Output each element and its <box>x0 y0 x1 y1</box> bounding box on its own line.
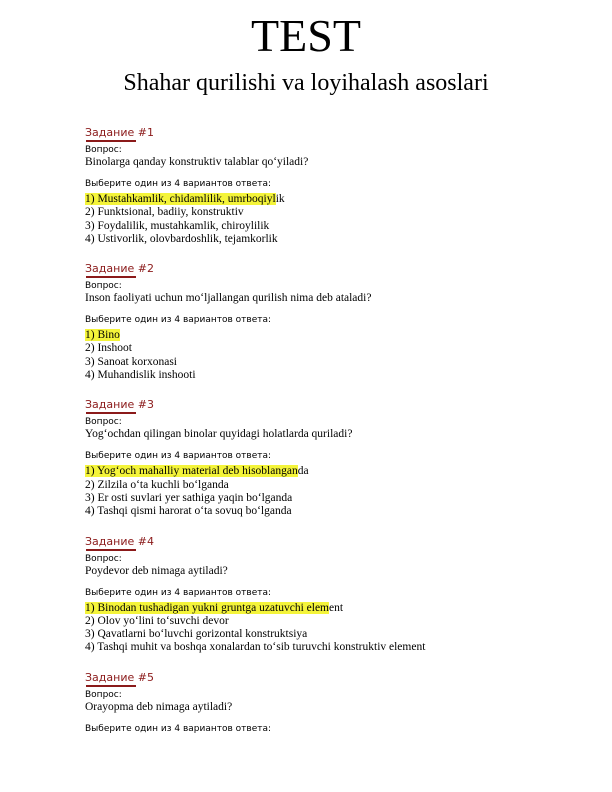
answer-option[interactable] <box>85 602 585 615</box>
task-heading-text: Задание #2 <box>85 262 154 276</box>
answer-option[interactable] <box>85 628 585 641</box>
question-text: Poydevor deb nimaga aytiladi? <box>85 564 228 577</box>
answer-highlight: 1) Mustahkamlik, chidamlilik, umrboqiyl <box>85 193 276 205</box>
task-heading <box>85 534 154 549</box>
answer-text: 4) Tashqi qismi harorat o‘ta sovuq bo‘lganda <box>85 505 292 518</box>
task-heading-text: Задание #1 <box>85 126 154 139</box>
choose-label: Выберите один из 4 вариантов ответа: <box>85 451 272 462</box>
answer-option[interactable] <box>85 641 585 654</box>
answer-highlight: 1) Binodan tushadigan yukni gruntga uzatuvchi elem <box>85 601 329 614</box>
answer-options <box>85 329 585 382</box>
question-text: Binolarga qanday konstruktiv talablar qo‘yiladi? <box>85 156 309 168</box>
answer-options <box>85 193 585 246</box>
answer-text: 3) Foydalilik, mustahkamlik, chiroylilik <box>85 219 270 232</box>
task-heading <box>85 397 154 412</box>
answer-option[interactable] <box>85 356 585 369</box>
answer-text: 2) Olov yo‘lini to‘suvchi devor <box>85 614 229 627</box>
answer-text: da <box>297 465 309 478</box>
task-heading-underline <box>86 685 136 687</box>
task-1 <box>85 123 585 246</box>
answer-option[interactable] <box>85 206 585 219</box>
answer-options <box>85 602 585 655</box>
answer-option[interactable] <box>85 479 585 492</box>
question-text: Inson faoliyati uchun mo‘ljallangan qurilish nima deb ataladi? <box>85 292 372 305</box>
task-heading-text: Задание #5 <box>85 670 154 684</box>
choose-label: Выберите один из 4 вариантов ответа: <box>85 587 272 598</box>
answer-text: 4) Ustivorlik, olovbardoshlik, tejamkorlik <box>85 232 278 245</box>
answer-option[interactable] <box>85 465 585 478</box>
task-5 <box>85 668 585 735</box>
answer-text: 2) Funktsional, badiiy, konstruktiv <box>85 206 244 219</box>
answer-option[interactable] <box>85 220 585 233</box>
answer-option[interactable] <box>85 329 585 342</box>
answer-option[interactable] <box>85 233 585 246</box>
answer-option[interactable] <box>85 492 585 505</box>
task-heading <box>85 670 154 685</box>
answer-text: 4) Tashqi muhit va boshqa xonalardan to‘sib turuvchi konstruktiv element <box>85 641 426 654</box>
answer-text: 3) Qavatlarni bo‘luvchi gorizontal konstruktsiya <box>85 628 308 641</box>
task-heading <box>85 261 154 276</box>
answer-text: 2) Zilzila o‘ta kuchli bo‘lganda <box>85 478 229 491</box>
question-text: Yog‘ochdan qilingan binolar quyidagi holatlarda quriladi? <box>85 428 353 441</box>
task-heading <box>85 125 154 140</box>
task-3 <box>85 395 585 518</box>
answer-text: 2) Inshoot <box>85 342 132 355</box>
answer-text: 3) Er osti suvlari yer sathiga yaqin bo‘lganda <box>85 491 293 504</box>
task-heading-underline <box>86 276 136 278</box>
answer-highlight: 1) Bino <box>85 329 120 342</box>
question-label: Вопрос: <box>85 553 122 564</box>
choose-label: Выберите один из 4 вариантов ответа: <box>85 723 272 734</box>
task-heading-underline <box>86 549 136 551</box>
answer-option[interactable] <box>85 342 585 355</box>
task-heading-underline <box>86 412 136 414</box>
choose-label: Выберите один из 4 вариантов ответа: <box>85 179 272 189</box>
answer-highlight: 1) Yog‘och mahalliy material deb hisoblangan <box>85 465 298 478</box>
answer-text: ik <box>275 193 285 205</box>
answer-option[interactable] <box>85 505 585 518</box>
task-heading-text: Задание #4 <box>85 534 154 548</box>
page-subtitle: Shahar qurilishi va loyihalash asoslari <box>123 70 489 96</box>
task-heading-underline <box>86 140 136 142</box>
question-label: Вопрос: <box>85 689 122 700</box>
question-label: Вопрос: <box>85 417 122 428</box>
answer-text: 4) Muhandislik inshooti <box>85 369 196 382</box>
question-text: Orayopma deb nimaga aytiladi? <box>85 700 233 713</box>
question-label: Вопрос: <box>85 281 122 292</box>
answer-text: 3) Sanoat korxonasi <box>85 355 177 368</box>
answer-options <box>85 465 585 518</box>
answer-option[interactable] <box>85 615 585 628</box>
question-label: Вопрос: <box>85 145 122 155</box>
choose-label: Выберите один из 4 вариантов ответа: <box>85 315 272 326</box>
task-2 <box>85 259 585 382</box>
page-title: TEST <box>251 10 361 61</box>
tasks-list <box>85 123 585 735</box>
answer-option[interactable] <box>85 193 585 206</box>
answer-option[interactable] <box>85 369 585 382</box>
answer-text: ent <box>329 601 344 614</box>
task-heading-text: Задание #3 <box>85 398 154 412</box>
task-4 <box>85 532 585 655</box>
